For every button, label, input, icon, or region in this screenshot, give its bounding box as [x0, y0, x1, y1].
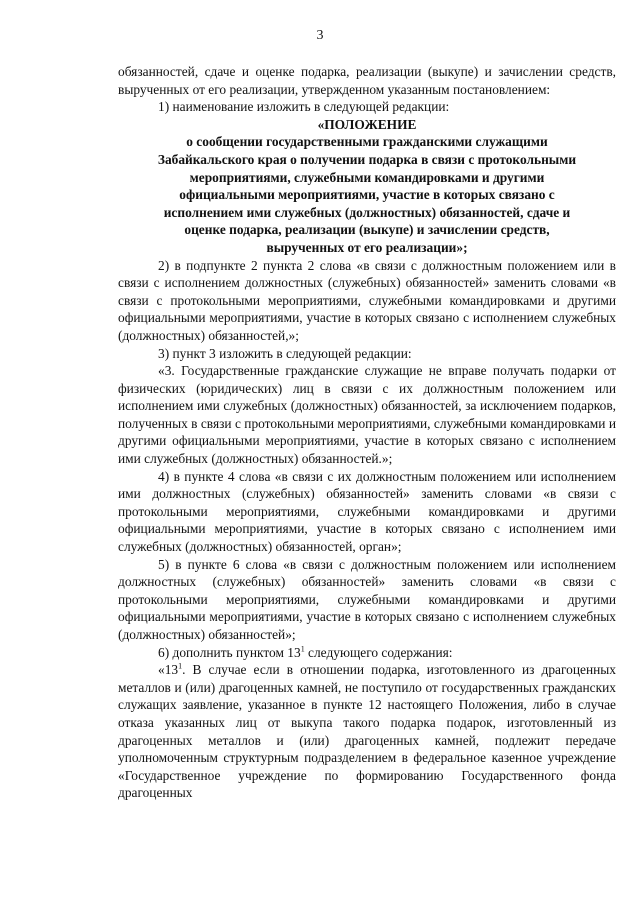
item-6-superscript: 1 [300, 644, 305, 654]
item-13-1-superscript: 1 [178, 661, 183, 671]
item-4-paragraph: 4) в пункте 4 слова «в связи с их должностным положением или исполнением ими должностных (служебных) обязанностей» заменить словами «в связи с протокольными мероприятиями, служебными командировками и другими официальными мероприятиями, участие в которых связано с исполнением ими служебных (должностных) обязанностей, орган»; [118, 468, 616, 555]
title-line: вырученных от его реализации»; [266, 239, 468, 255]
item-1-paragraph: 1) наименование изложить в следующей редакции: [158, 99, 450, 115]
item-3-text-paragraph: «3. Государственные гражданские служащие не вправе получать подарки от физических (юридических) лиц в связи с их должностным положением или исполнением ими служебных (должностных) обязанностей, за исключением подарков, полученных в связи с протокольными мероприятиями, служебными командировками и другими официальными мероприятиями, участие в которых связано с исполнением ими служебных (должностных) обязанностей.»; [118, 363, 616, 467]
item-13-1-paragraph [118, 661, 616, 802]
item-6-paragraph [118, 644, 616, 662]
item-2-paragraph: 2) в подпункте 2 пункта 2 слова «в связи с должностным положением или в связи с исполнением должностных (служебных) обязанностей» заменить словами «в связи с протокольными мероприятиями, служебными командировками и другими официальными мероприятиями, участие в которых связано с исполнением служебных (должностных) обязанностей,»; [118, 257, 616, 343]
title-line: исполнением ими служебных (должностных) обязанностей, сдаче и [163, 204, 571, 220]
item-3-paragraph: 3) пункт 3 изложить в следующей редакции: [158, 345, 412, 361]
title-line: «ПОЛОЖЕНИЕ [317, 116, 417, 132]
title-line: о сообщении государственными гражданскими служащими [186, 134, 548, 150]
document-body [118, 63, 616, 802]
intro-paragraph: обязанностей, сдаче и оценке подарка, реализации (выкупе) и зачислении средств, вырученных от его реализации, утвержденном указанным постановлением: [118, 64, 616, 97]
title-line: оценке подарка, реализации (выкупе) и зачислении средств, [184, 222, 550, 238]
title-line: Забайкальского края о получении подарка в связи с протокольными [157, 151, 577, 167]
title-line: мероприятиями, служебными командировками и другими [189, 169, 545, 185]
item-13-1-number: «13 [158, 662, 179, 678]
item-6-text-end: следующего содержания: [304, 644, 453, 660]
page-number: 3 [316, 28, 324, 43]
title-line: официальными мероприятиями, участие в которых связано с [179, 187, 555, 203]
item-5-paragraph: 5) в пункте 6 слова «в связи с должностным положением или исполнением должностных (служебных) обязанностей» заменить словами «в связи с протокольными мероприятиями, служебными командировками и другими официальными мероприятиями, участие в которых связано с исполнением служебных (должностных) обязанностей»; [118, 556, 616, 642]
regulation-title [118, 116, 616, 257]
item-13-1-text: . В случае если в отношении подарка, изготовленного из драгоценных металлов и (или) драгоценных камней, не поступило от государственных гражданских служащих заявление, указанное в пункте 12 настоящего Положения, либо в случае отказа указанных лиц от выкупа такого подарка подарок, изготовленный из драгоценных металлов и (или) драгоценных камней, подлежит передаче уполномоченным структурным подразделением в федеральное казенное учреждение «Государственное учреждение по формированию Государственного фонда драгоценных [118, 662, 616, 801]
item-6-text: 6) дополнить пунктом 13 [158, 644, 301, 660]
